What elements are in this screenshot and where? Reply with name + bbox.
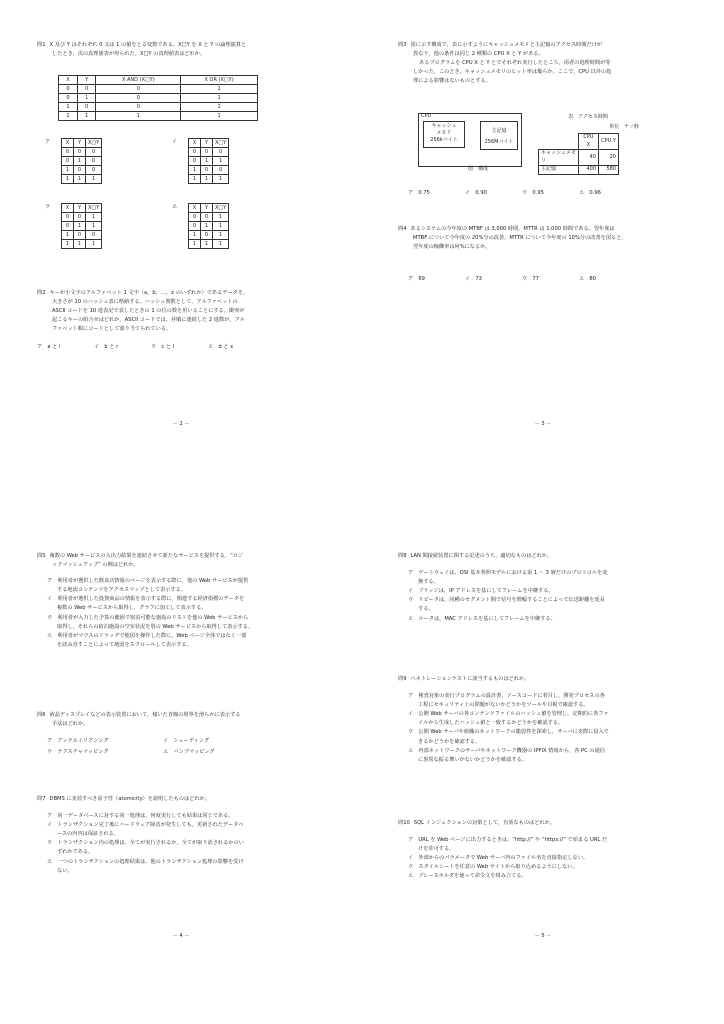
option-u[interactable] <box>37 614 337 632</box>
option-text: ア ゲートウェイは，OSI 基本参照モデルにおける第 1 ～ 3 層だけのプロトコルを変 <box>408 570 608 577</box>
question-2 <box>37 289 337 353</box>
option-text: ウ 公開 Web サーバや組織のネットワークの脆弱性を探索し，サーバに実際に侵入で <box>408 729 609 736</box>
option-text: エ 内部ネットワークのサーバやネットワーク機器の IPFIX 情報から，各 PC の通信 <box>408 747 605 754</box>
table-cell: 1 <box>59 112 78 121</box>
option-text: ア 利用者が選択した飲食店情報のページを表示する際に，他の Web サービスが提供 <box>47 578 249 585</box>
option-text: エ ルータは，MAC アドレスを基にしてフレームを中継する。 <box>408 615 556 622</box>
question-text: あるプログラムを CPU X と Y とでそれぞれ実行したところ，両者の処理時間が等 <box>419 60 611 67</box>
option-a[interactable]: ア a と i <box>37 344 61 351</box>
option-text: を読み直すことによって地図をスクロールして表示する。 <box>57 641 192 648</box>
table-cell: 1 <box>62 240 74 249</box>
question-number: 問9 <box>398 676 407 682</box>
table-header: X <box>189 139 201 148</box>
option-i[interactable]: イ b と r <box>94 344 119 351</box>
answer-options <box>398 836 698 881</box>
question-number: 問4 <box>398 226 407 232</box>
table-row <box>62 222 102 231</box>
table-cell: 1 <box>213 222 229 231</box>
table-cell: 0 <box>189 157 201 166</box>
table-cell: 1 <box>189 175 201 184</box>
question-number: 問8 <box>398 553 407 559</box>
table-cell: 1 <box>62 166 74 175</box>
question-text: 異なり，他の条件は同じ 2 種類の CPU X と Y がある。 <box>413 51 544 58</box>
table-row <box>59 85 258 94</box>
question-number: 問2 <box>37 290 46 296</box>
table-row <box>62 148 102 157</box>
choice-truth-table <box>61 138 102 184</box>
option-i[interactable] <box>398 587 698 596</box>
table-cell: 0 <box>62 222 74 231</box>
table-title: 表 アクセス時間 <box>568 114 608 120</box>
table-cell: 1 <box>181 103 258 112</box>
table-header: X□Y <box>86 204 102 213</box>
page-number: － 2 － <box>172 420 190 427</box>
option-i[interactable]: イ <box>172 139 178 145</box>
table-cell: 0 <box>201 231 213 240</box>
question-text: 図に示す構成で，表に示すようにキャッシュメモリと主記憶のアクセス時間だけが <box>410 42 603 48</box>
table-cell: 1 <box>181 94 258 103</box>
option-text: ウ 利用者が入力した予算の範囲で宿泊可能な施設のリストを他の Web サービスから <box>47 614 249 621</box>
table-cell: 1 <box>213 213 229 222</box>
question-3 <box>398 41 698 86</box>
choice-truth-table <box>188 138 229 184</box>
option-text: ア 同一データベースに対する同一処理は，何度実行しても結果は同じである。 <box>47 813 234 820</box>
page-5 <box>362 512 724 1024</box>
table-cell: キャッシュメモリ <box>539 150 579 166</box>
question-number: 問1 <box>37 42 46 48</box>
question-text: DBMS に実装すべき原子性（atomicity）を説明したものはどれか。 <box>49 796 210 802</box>
table-row <box>59 94 258 103</box>
page-number: － 5 － <box>534 932 552 939</box>
question-number: 問5 <box>37 553 46 559</box>
question-7 <box>37 795 337 876</box>
question-text: 大きさが 10 のハッシュ表に格納する。ハッシュ関数として，アルファベットの <box>52 299 238 306</box>
question-5 <box>37 552 337 650</box>
question-text: 起こるキーの組合せはどれか。ASCII コードでは，昇順に連続した 2 進数が，アル <box>52 317 245 324</box>
table-row <box>62 166 102 175</box>
question-9 <box>398 675 698 765</box>
table-cell: 0 <box>74 231 86 240</box>
option-i[interactable]: イ 0.90 <box>465 190 487 196</box>
option-u[interactable]: ウ テクスチャマッピング <box>47 749 109 756</box>
option-e[interactable]: エ d と x <box>208 344 234 351</box>
option-text: イ 外部からのパラメータで Web サーバ内のファイル名を直接指定しない。 <box>408 855 589 862</box>
answer-options <box>37 343 337 353</box>
table-cell: 0 <box>96 103 181 112</box>
table-header: X <box>62 139 74 148</box>
table-header: Y <box>74 204 86 213</box>
table-row <box>189 148 229 157</box>
table-unit: 単位 ナノ秒 <box>609 124 639 130</box>
option-e[interactable]: エ <box>172 204 178 210</box>
question-text: ペネトレーションテストに該当するものはどれか。 <box>410 676 530 682</box>
table-cell: 0 <box>201 166 213 175</box>
table-cell: 1 <box>96 112 181 121</box>
table-cell: 0 <box>62 213 74 222</box>
table-cell: 1 <box>74 157 86 166</box>
option-e[interactable]: エ 0.96 <box>579 190 601 196</box>
question-text: ックマッシュアップ” の例はどれか。 <box>52 562 139 569</box>
figure-caption: 図 構成 <box>467 166 488 172</box>
table-header: X□Y <box>213 139 229 148</box>
option-i[interactable] <box>398 710 698 728</box>
option-e[interactable] <box>37 858 337 876</box>
access-time-table <box>538 133 619 175</box>
question-1 <box>37 41 337 59</box>
question-text: 翌年度の稼働率は何%になるか。 <box>413 244 491 251</box>
option-e[interactable]: エ 80 <box>579 276 596 282</box>
table-cell: 0 <box>96 85 181 94</box>
main-memory-label: 主記憶 256Mバイト <box>484 128 514 145</box>
table-cell: 0 <box>96 94 181 103</box>
table-cell: 1 <box>213 157 229 166</box>
table-cell: 0 <box>74 213 86 222</box>
table-row <box>59 112 258 121</box>
question-text: しかった。このとき，キャッシュメモリのヒット率は幾らか。ここで，CPU 以外の処 <box>413 69 612 76</box>
question-text: 複数の Web サービスの入出力結果を連結させて新たなサービスを提供する，“ロジ <box>49 553 244 559</box>
table-row <box>189 157 229 166</box>
table-cell: 1 <box>86 213 102 222</box>
table-cell: 0 <box>74 148 86 157</box>
table-header: CPU Y <box>599 134 619 150</box>
table-row <box>189 231 229 240</box>
choice-truth-table <box>61 203 102 249</box>
option-i[interactable] <box>37 595 337 613</box>
option-a[interactable] <box>398 692 698 710</box>
option-a[interactable] <box>398 569 698 587</box>
option-text: 取得し，それらの宿泊施設の空室状況を別の Web サービスから取得して表示する。 <box>57 623 254 630</box>
table-header <box>539 134 579 150</box>
page-number: － 4 － <box>172 932 190 939</box>
table-cell: 580 <box>599 166 619 175</box>
option-a[interactable] <box>37 577 337 595</box>
table-row <box>189 240 229 249</box>
option-e[interactable] <box>398 747 698 765</box>
option-u[interactable]: ウ <box>45 204 51 210</box>
option-text: きるかどうかを確認する。 <box>418 738 481 745</box>
table-cell: 1 <box>181 112 258 121</box>
option-i[interactable]: イ シェーディング <box>163 738 210 745</box>
table-cell: 0 <box>59 85 78 94</box>
question-10 <box>398 819 698 882</box>
table-cell: 400 <box>579 166 599 175</box>
table-cell: 1 <box>74 222 86 231</box>
option-text: する。 <box>418 606 434 613</box>
answer-options <box>408 275 668 285</box>
table-cell: 0 <box>201 213 213 222</box>
question-8 <box>398 552 698 624</box>
table-cell: 1 <box>213 240 229 249</box>
table-header: Y <box>201 139 213 148</box>
option-text: 換する。 <box>418 579 439 586</box>
question-number: 問6 <box>37 712 46 718</box>
table-row <box>62 175 102 184</box>
option-e[interactable] <box>398 872 698 881</box>
table-cell: 1 <box>213 231 229 240</box>
table-header: X <box>62 204 74 213</box>
table-header: X <box>189 204 201 213</box>
option-text: 工程にセキュリティ上の問題がないかどうかをツールや目視で確認する。 <box>418 702 589 709</box>
question-text: MTBF について今年度の 20%分の改善，MTTR について今年度の 10%分の改善を図ると， <box>413 235 627 242</box>
table-cell: 0 <box>189 213 201 222</box>
table-cell: 1 <box>201 222 213 231</box>
option-text: 複数の Web サービスから取得し，グラフに加工して表示する。 <box>57 605 207 612</box>
table-cell: 1 <box>74 240 86 249</box>
option-text: イルから生成したハッシュ値と一致するかどうかを確認する。 <box>418 720 564 727</box>
question-number: 問7 <box>37 796 46 802</box>
answer-options <box>37 812 337 876</box>
table-cell: 1 <box>86 175 102 184</box>
question-text: ASCII コードを 10 進表記で表したときの 1 の位の数を用いることにする。衝突が <box>52 308 245 315</box>
page-number: － 3 － <box>534 420 552 427</box>
answer-options <box>398 692 698 765</box>
table-cell: 1 <box>77 112 95 121</box>
table-cell: 0 <box>213 166 229 175</box>
option-a[interactable] <box>398 836 698 854</box>
table-row <box>189 222 229 231</box>
table-cell: 1 <box>62 231 74 240</box>
option-text: ない。 <box>57 867 73 874</box>
table-cell: 1 <box>74 175 86 184</box>
table-header: X OR (X□Y) <box>181 76 258 85</box>
table-cell: 1 <box>77 94 95 103</box>
table-cell: 0 <box>213 148 229 157</box>
question-number: 問3 <box>398 42 407 48</box>
option-a[interactable]: ア アンチエイリアシング <box>47 738 109 745</box>
table-cell: 0 <box>86 148 102 157</box>
option-u[interactable] <box>398 596 698 614</box>
table-cell: 1 <box>86 240 102 249</box>
option-u[interactable] <box>37 839 337 857</box>
table-cell: 40 <box>579 150 599 166</box>
option-u[interactable] <box>398 728 698 746</box>
table-cell: 0 <box>189 148 201 157</box>
option-a[interactable]: ア <box>45 139 51 145</box>
table-header: X AND (X□Y) <box>96 76 181 85</box>
table-cell: 1 <box>189 166 201 175</box>
option-text: エ 利用者がマウスのドラッグで地図を操作した際に，Web ページ全体ではなく一部 <box>47 632 247 639</box>
table-cell: 1 <box>201 157 213 166</box>
option-text: エ プレースホルダを使って命令文を組み立てる。 <box>408 873 527 880</box>
table-cell: 0 <box>59 94 78 103</box>
question-text: 液晶ディスプレイなどの表示装置において，傾いた直線の境界を滑らかに表示する <box>49 712 241 718</box>
table-cell: 1 <box>189 240 201 249</box>
option-text: ア URL を Web ページに出力するときは，“http://” や “https://” で始まる URL だ <box>408 837 608 844</box>
page-3 <box>362 0 724 512</box>
question-6 <box>37 711 337 765</box>
option-u[interactable]: ウ c と l <box>151 344 175 351</box>
table-header: X□Y <box>213 204 229 213</box>
table-cell: 1 <box>59 103 78 112</box>
option-text: ウ トランザクション内の処理は，全てが実行されるか，全てが取り消されるかのい <box>47 840 244 847</box>
table-row <box>62 213 102 222</box>
answer-options <box>37 737 337 765</box>
option-text: ア 検査対象の実行プログラムの設計書，ソースコードに着目し，開発プロセスの各 <box>408 693 605 700</box>
table-row <box>59 103 258 112</box>
question-text: SQL インジェクションの対策として，有効なものはどれか。 <box>413 820 555 826</box>
option-text: エ 一つのトランザクションの処理結果は，他のトランザクション処理の影響を受け <box>47 858 244 865</box>
table-cell: 20 <box>599 150 619 166</box>
table-header: X <box>59 76 78 85</box>
question-text: キーが小文字のアルファベット 1 文字（a，b，…，z のいずれか）であるデータを， <box>49 290 249 296</box>
table-cell: 0 <box>77 103 95 112</box>
option-e[interactable] <box>398 615 698 624</box>
question-text: 手法はどれか。 <box>52 721 89 728</box>
table-header: Y <box>77 76 95 85</box>
option-u[interactable]: ウ 77 <box>522 276 539 282</box>
table-cell: 主記憶 <box>539 166 579 175</box>
option-text: イ 公開 Web サーバの各コンテンツファイルのハッシュ値を管理し，定期的に各ファ <box>408 711 609 718</box>
option-e[interactable]: エ バンプマッピング <box>163 749 215 756</box>
table-cell: 0 <box>62 157 74 166</box>
table-header: X□Y <box>86 139 102 148</box>
option-i[interactable] <box>37 821 337 839</box>
table-row <box>539 166 619 175</box>
option-text: ウ リピータは，同種のセグメント間で信号を増幅することによって伝送距離を延長 <box>408 597 605 604</box>
choice-truth-table <box>188 203 229 249</box>
cache-label: キャッシュ メモリ 256kバイト <box>430 123 458 143</box>
table-cell: 1 <box>201 175 213 184</box>
table-cell: 1 <box>201 240 213 249</box>
option-text: イ トランザクション完了後にハードウェア障害が発生しても，更新されたデータベ <box>47 822 244 829</box>
option-i[interactable]: イ 73 <box>465 276 482 282</box>
question-text: ファベット順にコードとして割り当てられている。 <box>52 326 172 333</box>
table-cell: 1 <box>62 175 74 184</box>
page-2 <box>0 0 362 512</box>
table-cell: 0 <box>77 85 95 94</box>
table-header: Y <box>201 204 213 213</box>
cpu-label: CPU <box>421 113 432 119</box>
table-cell: 0 <box>189 222 201 231</box>
option-u[interactable]: ウ 0.95 <box>522 190 544 196</box>
option-a[interactable]: ア 0.75 <box>408 190 430 196</box>
option-u[interactable] <box>398 863 698 872</box>
question-text: したとき，次の真理値表が得られた。X□Y の真理値表はどれか。 <box>52 51 206 58</box>
table-cell: 0 <box>86 231 102 240</box>
table-header: CPU X <box>579 134 599 150</box>
option-text: イ 利用者が選択した投資商品の情報を表示する際に，関連する経済指標のデータを <box>47 596 245 603</box>
table-row <box>62 157 102 166</box>
option-i[interactable] <box>398 854 698 863</box>
option-text: ウ スタイルシートを任意の Web サイトから取り込めるようにしない。 <box>408 864 578 871</box>
table-cell: 1 <box>189 231 201 240</box>
truth-table <box>58 75 258 121</box>
table-cell: 0 <box>74 166 86 175</box>
option-text: する地図コンテンツをアクセスマップとして表示する。 <box>57 587 186 594</box>
table-header: Y <box>74 139 86 148</box>
table-cell: 0 <box>62 148 74 157</box>
table-row <box>189 166 229 175</box>
option-text: けを許可する。 <box>418 846 455 853</box>
table-row <box>62 231 102 240</box>
question-text: 理による影響はないものとする。 <box>413 78 491 85</box>
table-cell: 0 <box>201 148 213 157</box>
table-row <box>189 175 229 184</box>
table-cell: 1 <box>213 175 229 184</box>
table-cell: 0 <box>86 157 102 166</box>
page-4 <box>0 512 362 1024</box>
option-text: ずれかである。 <box>57 849 94 856</box>
question-text: あるシステムの今年度の MTBF は 3,000 時間，MTTR は 1,000 時間である。翌年度は <box>410 226 615 232</box>
table-cell: 1 <box>181 85 258 94</box>
option-text: イ ブリッジは，IP アドレスを基にしてフレームを中継する。 <box>408 588 554 595</box>
table-row <box>539 150 619 166</box>
option-e[interactable] <box>37 632 337 650</box>
question-text: X 及び Y はそれぞれ 0 又は 1 の値をとる変数である。X□Y を X と Y の論理演算と <box>49 42 247 48</box>
option-a[interactable]: ア 69 <box>408 276 425 282</box>
answer-options <box>37 577 337 650</box>
question-4 <box>398 225 698 252</box>
table-row <box>62 240 102 249</box>
option-a[interactable] <box>37 812 337 821</box>
table-cell: 0 <box>86 166 102 175</box>
question-text: LAN 間接続装置に関する記述のうち，適切なものはどれか。 <box>410 553 553 559</box>
table-row <box>189 213 229 222</box>
option-text: に異常な振る舞いがないかどうかを確認する。 <box>418 756 527 763</box>
answer-options <box>398 569 698 624</box>
table-cell: 1 <box>86 222 102 231</box>
answer-options <box>408 189 668 199</box>
question-number: 問10 <box>398 820 410 826</box>
option-text: ースの内容は保証される。 <box>57 831 119 838</box>
